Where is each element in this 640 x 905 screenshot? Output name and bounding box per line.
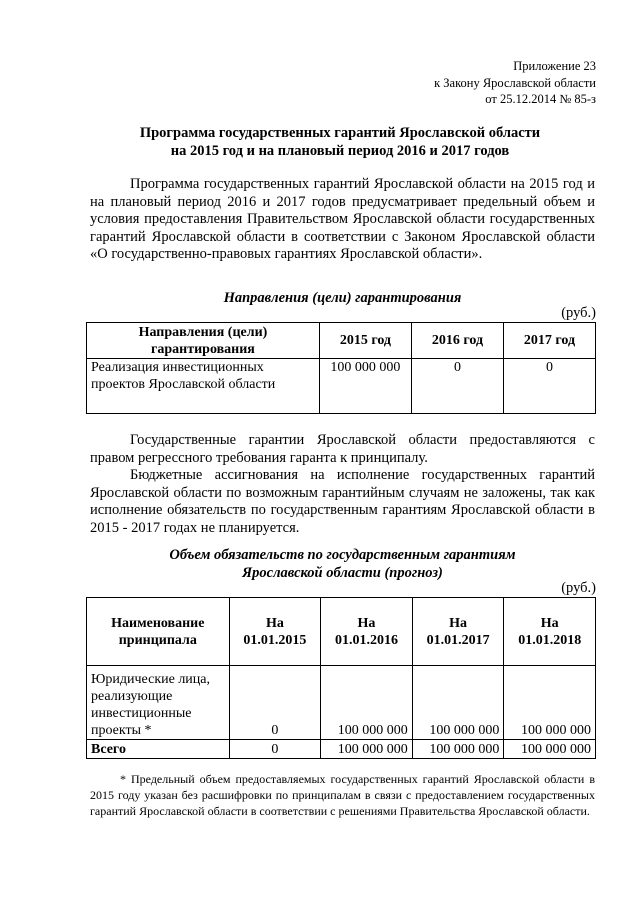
row-total-label: Всего	[87, 740, 230, 759]
intro-paragraph: Программа государственных гарантий Ярославской области на 2015 год и на плановый период 2016 и 2017 годов предусматривает предельный объем и условия предоставления Правительством Ярославской области государственных гарантий Ярославской области в соответствии с Законом Ярославской области «О государственно-правовых гарантиях Ярославской области».	[90, 176, 595, 263]
header-principal: Наименование принципала	[87, 598, 230, 666]
title-line-1: Программа государственных гарантий Ярославской области	[139, 125, 541, 141]
appendix-line-1: Приложение 23	[513, 59, 596, 73]
header-2015: 2015 год	[319, 323, 411, 359]
guarantee-directions-table	[86, 322, 596, 414]
table-row	[87, 666, 596, 740]
header-2017: 2017 год	[503, 323, 595, 359]
row-value: 100 000 000	[321, 666, 413, 740]
row-direction-name: Реализация инвестиционных проектов Ярославской области	[87, 359, 320, 414]
footnote: * Предельный объем предоставляемых государственных гарантий Ярославской области в 2015 году указан без расшифровки по принципалам в связи с предоставлением государственных гарантий Ярославской области в соответствии с решениями Правительства Ярославской области.	[90, 772, 595, 818]
section2-title-line-2: Ярославской области (прогноз)	[242, 565, 443, 581]
section2-unit: (руб.)	[561, 580, 596, 596]
row-value: 100 000 000	[504, 740, 596, 759]
header-direction: Направления (цели) гарантирования	[87, 323, 320, 359]
row-value: 0	[229, 740, 321, 759]
table-row	[87, 740, 596, 759]
appendix-line-3: от 25.12.2014 № 85-з	[485, 92, 596, 106]
table-row	[87, 359, 596, 414]
header-date-2017: На 01.01.2017	[412, 598, 504, 666]
header-2016: 2016 год	[411, 323, 503, 359]
title-line-2: на 2015 год и на плановый период 2016 и 2017 годов	[170, 143, 510, 159]
row-value: 100 000 000	[412, 666, 504, 740]
row-value-2015: 100 000 000	[319, 359, 411, 414]
row-value: 0	[229, 666, 321, 740]
row-value: 100 000 000	[321, 740, 413, 759]
row-principal-name: Юридические лица, реализующие инвестиционные проекты *	[87, 666, 230, 740]
row-value: 100 000 000	[412, 740, 504, 759]
section1-title: Направления (цели) гарантирования	[223, 290, 462, 306]
section2-title-line-1: Объем обязательств по государственным гарантиям	[169, 547, 516, 563]
table-header-row	[87, 598, 596, 666]
row-value-2017: 0	[503, 359, 595, 414]
header-date-2015: На 01.01.2015	[229, 598, 321, 666]
row-value: 100 000 000	[504, 666, 596, 740]
appendix-line-2: к Закону Ярославской области	[434, 75, 596, 90]
document-title	[80, 124, 600, 160]
appendix-header	[434, 58, 596, 108]
header-date-2018: На 01.01.2018	[504, 598, 596, 666]
obligations-table	[86, 597, 596, 759]
paragraph-budget: Бюджетные ассигнования на исполнение государственных гарантий Ярославской области по возможным гарантийным случаям не заложены, так как исполнение обязательств по государственным гарантиям Ярославской области в 2015 - 2017 годах не планируется.	[90, 467, 595, 536]
paragraph-regress: Государственные гарантии Ярославской области предоставляются с правом регрессного требования гаранта к принципалу.	[90, 432, 595, 466]
row-value-2016: 0	[411, 359, 503, 414]
header-date-2016: На 01.01.2016	[321, 598, 413, 666]
table-header-row	[87, 323, 596, 359]
section2-title	[90, 546, 595, 582]
section1-unit: (руб.)	[561, 305, 596, 321]
